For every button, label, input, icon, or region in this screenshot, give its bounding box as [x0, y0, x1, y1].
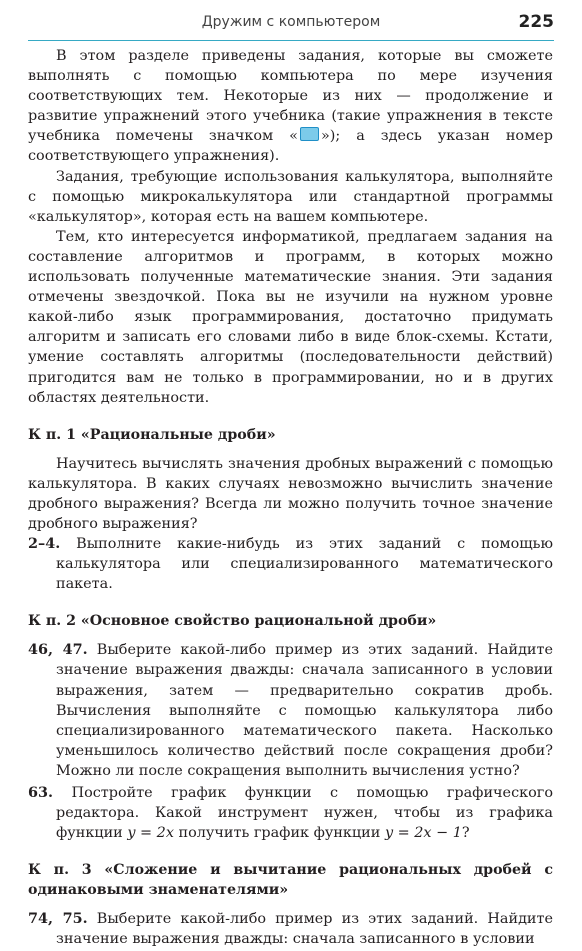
running-title: Дружим с компьютером	[201, 14, 381, 30]
task-46-47	[28, 640, 553, 781]
task-text: Выберите какой-либо пример из этих заданий. Найдите значение выражения дважды: сначала записанного в условии	[56, 911, 553, 948]
page-header	[28, 0, 554, 41]
task-text: Постройте график функции с помощью графического редактора. Какой инструмент нужен, чтобы из графика функции	[56, 785, 553, 842]
task-number: 63.	[28, 784, 54, 801]
task-number: 2–4.	[28, 535, 61, 553]
formula: y = 2x	[127, 825, 174, 842]
task-number: 74, 75.	[28, 910, 88, 928]
intro-text-before-icon: В этом разделе приведены задания, которые вы сможете выполнять с помощью компьютера по мере изучения соответствующих тем. Некоторые из них — продолжение и развитие упражнений этого учебника (такие упражнения в тексте учебника помечены значком «	[28, 48, 553, 145]
task-74-75	[28, 909, 553, 949]
task-text: ?	[461, 825, 470, 842]
intro-paragraph-2: Задания, требующие использования калькулятора, выполняйте с помощью микрокалькулятора или стандартной программы «калькулятор», которая есть на вашем компьютере.	[28, 168, 553, 225]
section-title-2: К п. 2 «Основное свойство рациональной дроби»	[28, 613, 437, 630]
formula: y = 2x − 1	[384, 825, 462, 842]
page-number: 225	[518, 12, 554, 32]
task-number: 46, 47.	[28, 641, 88, 659]
computer-icon	[300, 127, 319, 141]
section-1-intro: Научитесь вычислять значения дробных выражений с помощью калькулятора. В каких случаях невозможно вычислить значение дробного выражения? Всегда ли можно получить точное значение дробного выражения?	[28, 455, 553, 532]
intro-text-after-icon: »); а здесь указан номер соответствующего упражнения).	[28, 128, 553, 165]
task-2-4	[28, 534, 553, 594]
task-text: Выполните какие-нибудь из этих заданий с помощью калькулятора или специализированного математического пакета.	[56, 536, 553, 593]
page-content	[28, 46, 553, 951]
task-text: Выберите какой-либо пример из этих заданий. Найдите значение выражения дважды: сначала записанного в условии выражения, затем — предварительно сократив дробь. Вычисления выполняйте с помощью калькулятора либо специализированного математического пакета. Насколько уменьшилось количество действий после сокращения дроби? Можно ли после сокращения выполнить вычисления устно?	[56, 642, 553, 779]
task-text: получить график функции	[173, 825, 385, 842]
section-title-1: К п. 1 «Рациональные дроби»	[28, 426, 276, 443]
task-63	[28, 783, 553, 843]
section-title-3: К п. 3 «Сложение и вычитание рациональных дробей с одинаковыми знаменателями»	[28, 862, 553, 899]
intro-paragraph-3: Тем, кто интересуется информатикой, предлагаем задания на составление алгоритмов и программ, в которых можно использовать полученные математические знания. Эти задания отмечены звездочкой. Пока вы не изучили на нужном уровне какой-либо язык программирования, достаточно придумать алгоритм и записать его словами либо в виде блок-схемы. Кстати, умение составлять алгоритмы (последовательности действий) пригодится вам не только в программировании, но и в других областях деятельности.	[28, 228, 553, 406]
intro-paragraph-1	[28, 46, 553, 167]
